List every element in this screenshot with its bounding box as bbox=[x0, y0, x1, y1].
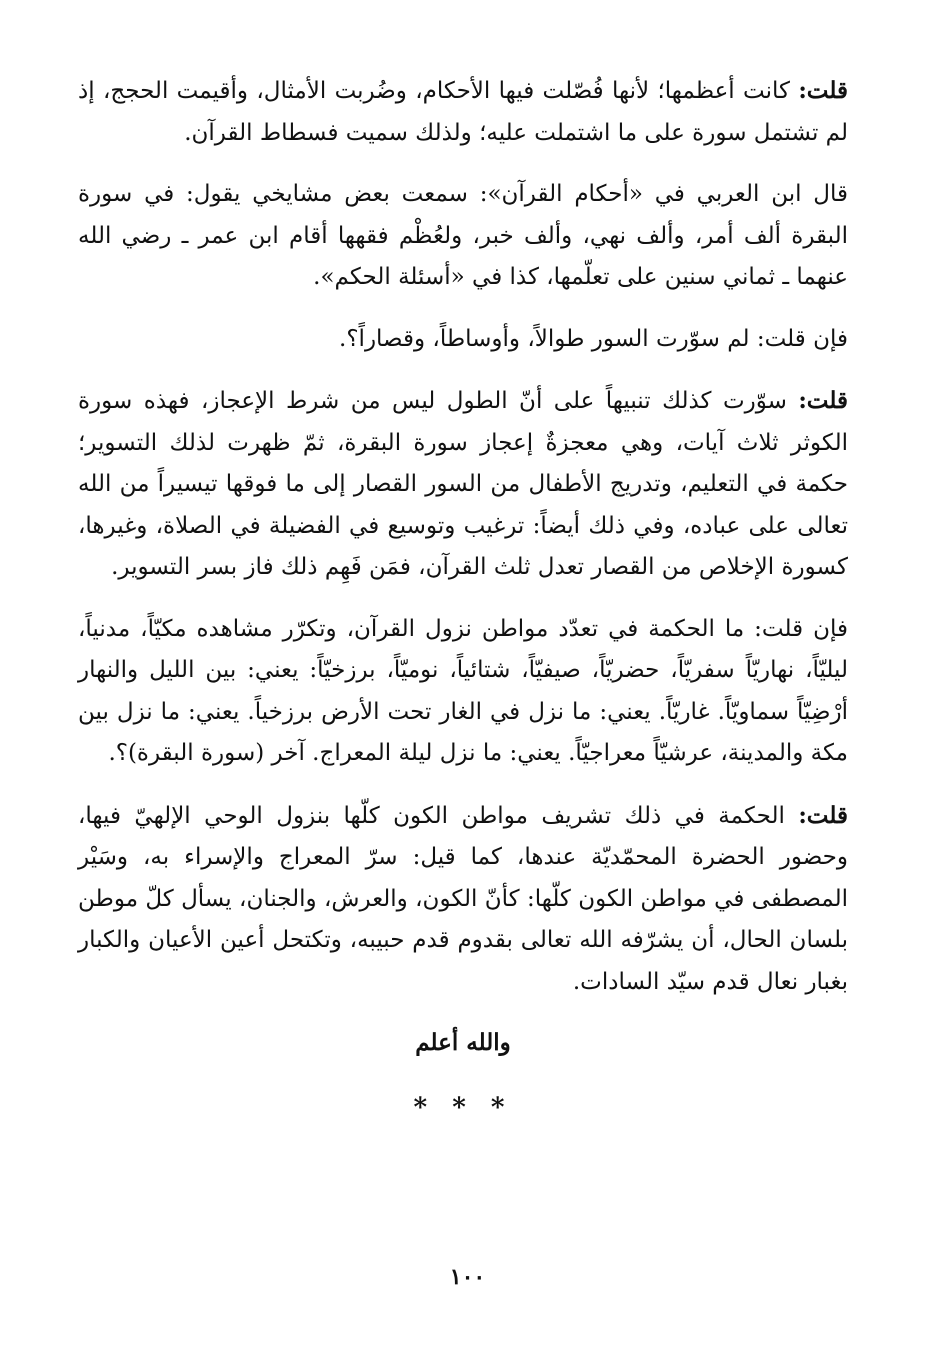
paragraph-4 bbox=[78, 380, 848, 589]
paragraph-text: فإن قلت: لم سوّرت السور طوالاً، وأوساطاً، وقصاراً؟. bbox=[339, 325, 848, 352]
paragraph-6 bbox=[78, 795, 848, 1004]
section-separator: * * * bbox=[413, 1093, 513, 1123]
paragraph-3 bbox=[78, 319, 848, 361]
closing-phrase: والله أعلم bbox=[415, 1029, 511, 1056]
paragraph-text: فإن قلت: ما الحكمة في تعدّد مواطن نزول القرآن، وتكرّر مشاهده مكيّاً، مدنياً، ليليّاً، نهاريّاً سفريّاً، حضريّاً، صيفيّاً، شتائياً، نوميّاً، برزخيّاً: يعني: بين الليل والنهار أرْضِيّاً سماويّاً. غاريّاً. يعني: ما نزل في الغار تحت الأرض برزخياً. يعني: ما نزل بين مكة والمدينة، عرشيّاً معراجيّاً. يعني: ما نزل ليلة المعراج. آخر (سورة البقرة)؟. bbox=[78, 615, 848, 766]
page-body bbox=[78, 70, 848, 1123]
paragraph-5 bbox=[78, 609, 848, 775]
paragraph-text: قال ابن العربي في «أحكام القرآن»: سمعت بعض مشايخي يقول: في سورة البقرة ألف أمر، وألف نهي، وألف خبر، ولعُظْم فقهها أقام ابن عمر ـ رضي الله عنهما ـ ثماني سنين على تعلّمها، كذا في «أسئلة الحكم». bbox=[78, 181, 848, 290]
paragraph-lead: قلت: bbox=[798, 801, 848, 829]
paragraph-2 bbox=[78, 174, 848, 299]
paragraph-text: الحكمة في ذلك تشريف مواطن الكون كلّها بنزول الوحي الإلهيّ فيها، وحضور الحضرة المحمّديّة عندها، كما قيل: سرّ المعراج والإسراء به، وسَيْر المصطفى في مواطن الكون كلّها: كأنّ الكون، والعرش، والجنان، يسأل كلّ موطن بلسان الحال، أن يشرّفه الله تعالى بقدوم قدم حبيبه، وتكتحل أعين الأعيان والكبار بغبار نعال قدم سيّد السادات. bbox=[78, 802, 848, 995]
paragraph-1 bbox=[78, 70, 848, 154]
paragraph-text: سوّرت كذلك تنبيهاً على أنّ الطول ليس من شرط الإعجاز، فهذه سورة الكوثر ثلاث آيات، وهي معجزةٌ إعجاز سورة البقرة، ثمّ ظهرت لذلك التسوير؛ حكمة في التعليم، وتدريج الأطفال من السور القصار إلى ما فوقها تيسيراً من الله تعالى على عباده، وفي ذلك أيضاً: ترغيب وتوسيع في الفضيلة في الصلاة، وغيرها، كسورة الإخلاص من القصار تعدل ثلث القرآن، فمَن فَهِم ذلك فاز بسر التسوير. bbox=[78, 388, 848, 580]
paragraph-text: كانت أعظمها؛ لأنها فُصّلت فيها الأحكام، وضُربت الأمثال، وأقيمت الحجج، إذ لم تشتمل سورة على ما اشتملت عليه؛ ولذلك سميت فسطاط القرآن. bbox=[78, 78, 848, 146]
paragraph-lead: قلت: bbox=[798, 77, 848, 104]
paragraph-lead: قلت: bbox=[798, 387, 848, 414]
page-number: ١٠٠ bbox=[449, 1264, 486, 1290]
